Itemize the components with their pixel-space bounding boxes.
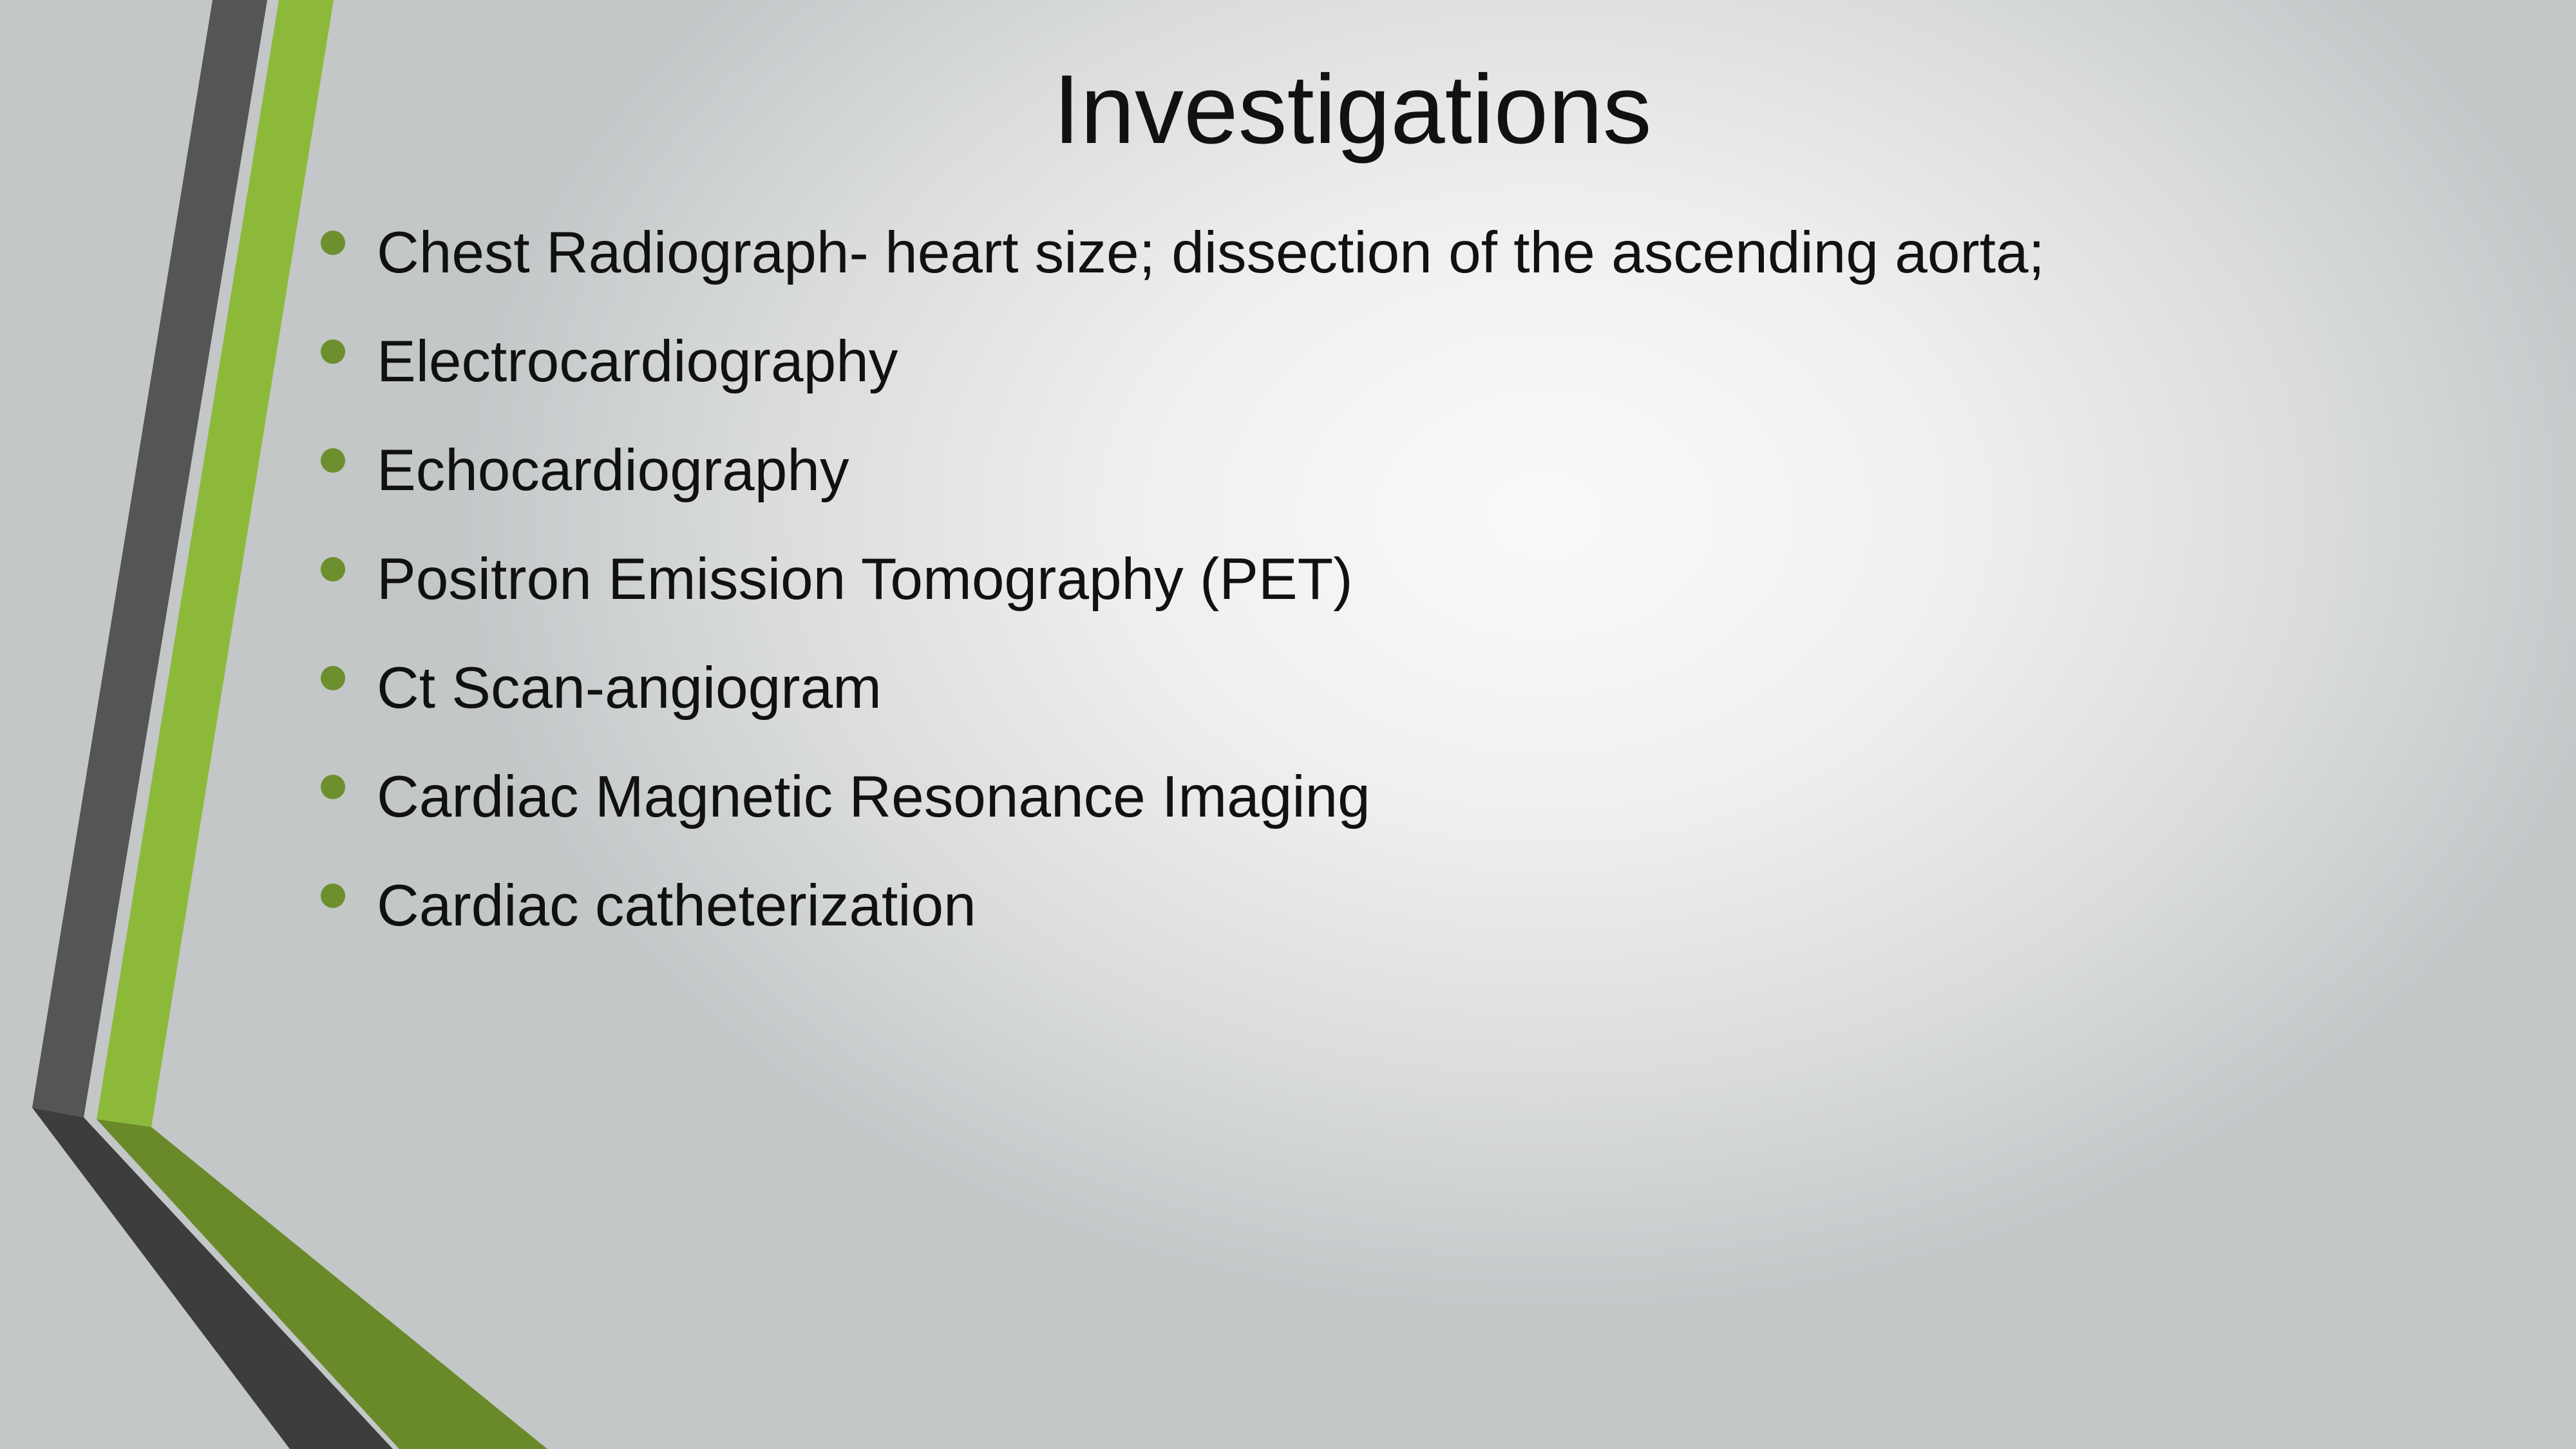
bullet-dot-icon	[321, 448, 345, 473]
bullet-text: Chest Radiograph- heart size; dissection of the ascending aorta;	[377, 220, 2045, 285]
list-item	[316, 430, 2505, 539]
bullet-text: Echocardiography	[377, 438, 849, 503]
bullet-dot-icon	[321, 231, 345, 255]
bullet-text: Positron Emission Tomography (PET)	[377, 547, 1353, 612]
list-item	[316, 757, 2505, 866]
list-item	[316, 213, 2505, 321]
dark-gray-diagonal	[32, 1108, 393, 1449]
bullet-text: Cardiac Magnetic Resonance Imaging	[377, 764, 1370, 829]
bullet-dot-icon	[321, 666, 345, 690]
list-item	[316, 539, 2505, 648]
bullet-text: Cardiac catheterization	[377, 873, 976, 938]
bullet-dot-icon	[321, 884, 345, 908]
slide-title: Investigations	[1053, 55, 1652, 164]
bullet-text: Ct Scan-angiogram	[377, 656, 882, 721]
list-item	[316, 321, 2505, 430]
list-item	[316, 866, 2505, 974]
bullet-list	[316, 213, 2505, 974]
bullet-dot-icon	[321, 775, 345, 799]
bullet-text: Electrocardiography	[377, 329, 898, 394]
bullet-dot-icon	[321, 557, 345, 582]
list-item	[316, 648, 2505, 757]
bullet-dot-icon	[321, 339, 345, 364]
